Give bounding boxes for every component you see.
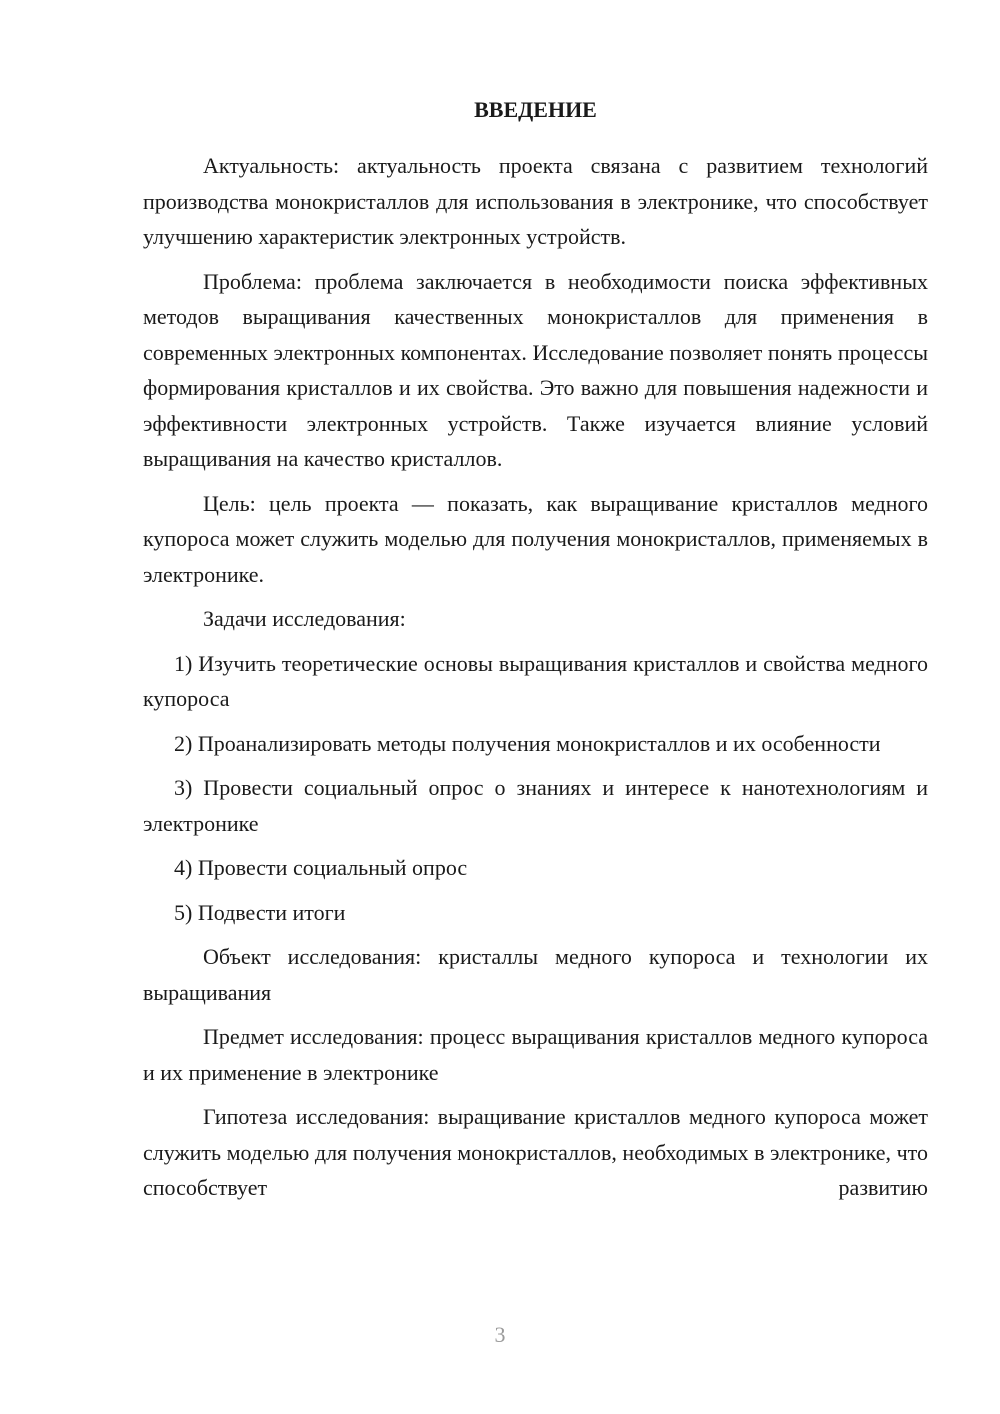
paragraph-relevance: Актуальность: актуальность проекта связана с развитием технологий производства монокристаллов для использования в электронике, что способствует улучшению характеристик электронных устройств.	[143, 153, 928, 249]
paragraph-goal: Цель: цель проекта — показать, как выращивание кристаллов медного купороса может служить моделью для получения монокристаллов, применяемых в электронике.	[143, 490, 928, 587]
task-item-4: 4) Провести социальный опрос	[174, 855, 468, 880]
paragraph-hypothesis: Гипотеза исследования: выращивание кристаллов медного купороса может служить моделью для получения монокристаллов, необходимых в электронике, что способствует развитию	[143, 1104, 928, 1200]
paragraph-problem: Проблема: проблема заключается в необходимости поиска эффективных методов выращивания качественных монокристаллов для применения в современных электронных компонентах. Исследование позволяет понять процессы формирования кристаллов и их свойства. Это важно для повышения надежности и эффективности электронных устройств. Также изучается влияние условий выращивания на качество кристаллов.	[143, 268, 928, 471]
paragraph-subject: Предмет исследования: процесс выращивания кристаллов медного купороса и их применение в электронике	[143, 1024, 928, 1085]
page-title: ВВЕДЕНИЕ	[474, 97, 597, 122]
task-item-3: 3) Провести социальный опрос о знаниях и интересе к нанотехнологиям и электронике	[143, 775, 928, 836]
task-item-1: 1) Изучить теоретические основы выращивания кристаллов и свойства медного купороса	[143, 650, 928, 711]
task-item-2: 2) Проанализировать методы получения монокристаллов и их особенности	[174, 730, 881, 756]
task-item-5: 5) Подвести итоги	[174, 899, 346, 925]
paragraph-object: Объект исследования: кристаллы медного купороса и технологии их выращивания	[143, 944, 928, 1005]
page-number: 3	[494, 1322, 506, 1347]
tasks-heading: Задачи исследования:	[203, 606, 406, 631]
document-page	[143, 92, 928, 1215]
